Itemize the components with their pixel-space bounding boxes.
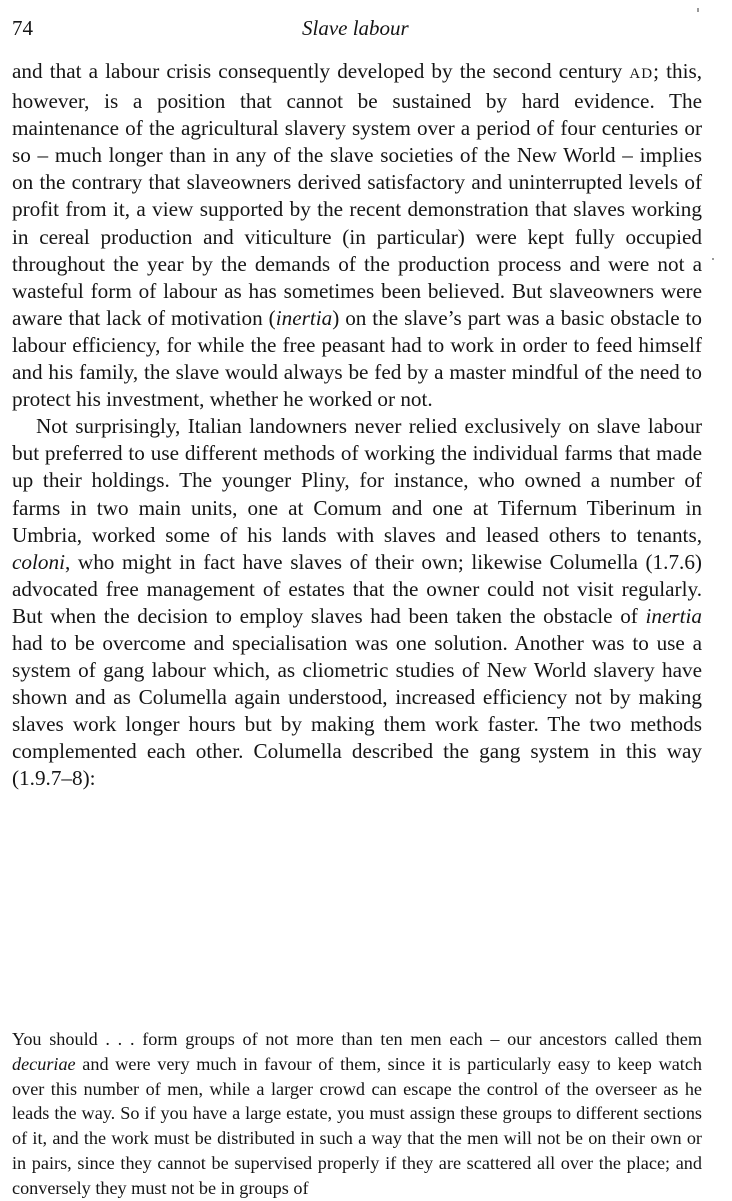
paragraph-2-text-b: , who might in fact have slaves of their own; likewise Columella (1.7.6) advocated free management of estates that the owner could not visit regularly. But when the decision to employ slaves had been taken the obstacle of <box>12 549 702 628</box>
scan-speck <box>697 8 699 12</box>
italic-term-inertia-2: inertia <box>645 603 702 628</box>
paragraph-2 <box>12 413 702 792</box>
page-number: 74 <box>12 16 33 40</box>
block-quote <box>12 1027 702 1201</box>
body-text <box>12 58 702 793</box>
paragraph-1-text-c: ) on the slave’s part was a basic obstacle to labour efficiency, for while the free peasant had to work in order to feed himself and his family, the slave would always be fed by a master mindful of the need to protect his investment, whether he worked or not. <box>12 305 702 412</box>
running-head: Slave labour <box>302 16 409 40</box>
italic-term-decuriae: decuriae <box>12 1053 76 1074</box>
paragraph-2-text-c: had to be overcome and specialisation was one solution. Another was to use a system of gang labour which, as cliometric studies of New World slavery have shown and as Columella again understood, increased efficiency not by making slaves work longer hours but by making them work faster. The two methods complemented each other. Columella described the gang system in this way (1.9.7–8): <box>12 630 702 791</box>
italic-term-coloni: coloni <box>12 549 65 574</box>
page-header <box>12 14 702 44</box>
quote-text-b: and were very much in favour of them, since it is particularly easy to keep watch over this number of men, while a larger crowd can escape the control of the overseer as he leads the way. So if you have a large estate, you must assign these groups to different sections of it, and the work must be distributed in such a way that the men will not be on their own or in pairs, since they cannot be supervised properly if they are scattered all over the place; and conversely they must not be in groups of <box>12 1053 702 1198</box>
paragraph-1-text-b: ; this, however, is a position that cannot be sustained by hard evidence. The maintenance of the agricultural slavery system over a period of four centuries or so – much longer than in any of the slave societies of the New World – implies on the contrary that slaveowners derived satisfactory and uninterrupted levels of profit from it, a view supported by the recent demonstration that slaves working in cereal production and viticulture (in particular) were kept fully occupied throughout the year by the demands of the production process and were not a wasteful form of labour as has sometimes been believed. But slaveowners were aware that lack of motivation ( <box>12 59 703 330</box>
paragraph-1 <box>12 58 702 413</box>
era-abbreviation: AD <box>629 66 654 82</box>
paragraph-1-text-a: and that a labour crisis consequently developed by the second century <box>12 59 630 83</box>
italic-term-inertia: inertia <box>275 305 333 330</box>
quote-text-a: You should . . . form groups of not more than ten men each – our ancestors called them <box>12 1029 702 1049</box>
scan-speck <box>712 258 714 260</box>
paragraph-2-text-a: Not surprisingly, Italian landowners never relied exclusively on slave labour but preferred to use different methods of working the individual farms that made up their holdings. The younger Pliny, for instance, who owned a number of farms in two main units, one at Comum and one at Tifernum Tiberinum in Umbria, worked some of his lands with slaves and leased others to tenants, <box>12 414 702 547</box>
